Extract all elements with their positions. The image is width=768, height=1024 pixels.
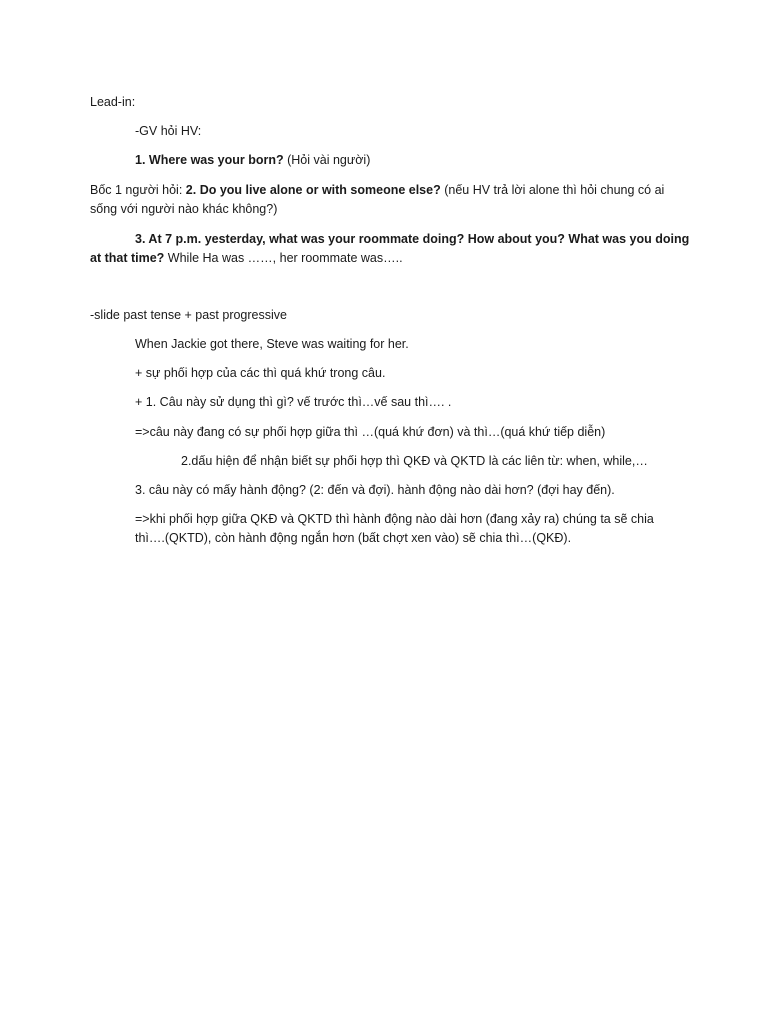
question-2-prefix: Bốc 1 người hỏi: [90, 183, 186, 197]
question-3-text: 3. At 7 p.m. yesterday, what was your roommate doing? How about you? What was you doing [135, 232, 690, 246]
slide-example-sentence: When Jackie got there, Steve was waiting for her. [135, 337, 409, 351]
lead-in-heading: Lead-in: [90, 95, 136, 109]
slide-point-combination: + sự phối hợp của các thì quá khứ trong câu. [135, 366, 386, 380]
question-2-line-1 [90, 181, 664, 199]
question-2-note: (nếu HV trả lời alone thì hỏi chung có ai [440, 183, 665, 197]
question-1 [135, 151, 370, 169]
question-3-line-1 [135, 230, 689, 248]
question-1-text: 1. Where was your born? [135, 153, 284, 167]
slide-point-2: 2.dấu hiện để nhận biết sự phối hợp thì QKĐ và QKTD là các liên từ: when, while,… [181, 454, 648, 468]
question-2-text: 2. Do you live alone or with someone else? [185, 183, 441, 197]
slide-point-1: + 1. Câu này sử dụng thì gì? vế trước thì…vế sau thì…. . [135, 395, 452, 409]
slide-heading: -slide past tense + past progressive [90, 308, 287, 322]
slide-conclusion-line-2: thì….(QKTD), còn hành động ngắn hơn (bất chợt xen vào) sẽ chia thì…(QKĐ). [135, 531, 572, 545]
question-1-note: (Hỏi vài người) [283, 153, 371, 167]
slide-point-3: 3. câu này có mấy hành động? (2: đến và đợi). hành động nào dài hơn? (đợi hay đến). [135, 483, 615, 497]
slide-point-arrow: =>câu này đang có sự phối hợp giữa thì …(quá khứ đơn) và thì…(quá khứ tiếp diễn) [135, 425, 606, 439]
question-3-line-2 [90, 249, 403, 267]
teacher-asks-label: -GV hỏi HV: [135, 124, 202, 138]
question-3-note: While Ha was ……, her roommate was….. [164, 251, 403, 265]
question-2-line-2: sống với người nào khác không?) [90, 202, 278, 216]
slide-conclusion-line-1: =>khi phối hợp giữa QKĐ và QKTD thì hành động nào dài hơn (đang xảy ra) chúng ta sẽ chia [135, 512, 654, 526]
question-3-text-end: at that time? [90, 251, 165, 265]
